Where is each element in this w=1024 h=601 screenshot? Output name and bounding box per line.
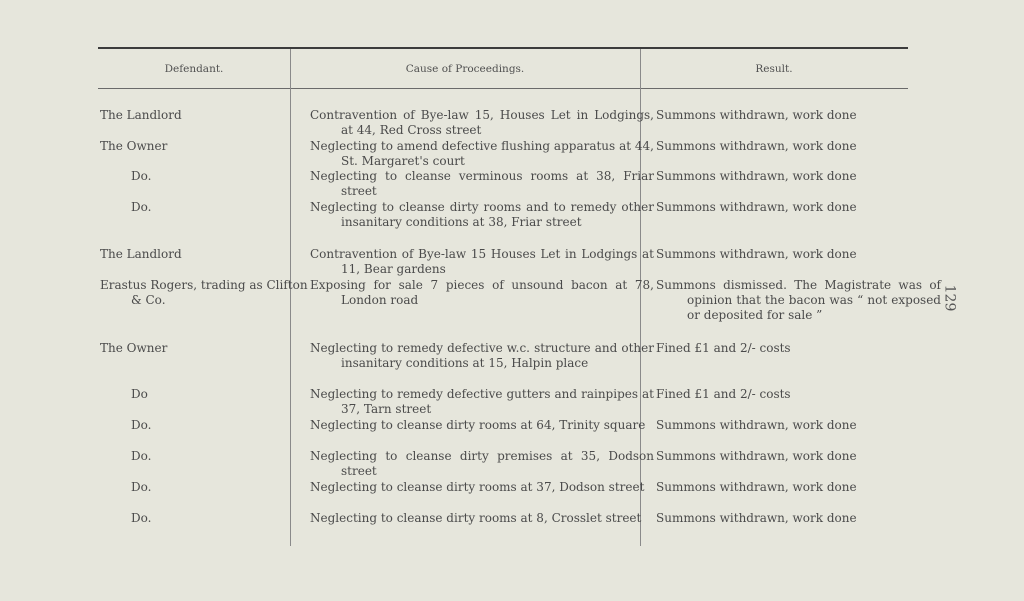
header-rule — [98, 88, 908, 89]
header-defendant: Defendant. — [164, 63, 224, 75]
page-number: 129 — [941, 284, 958, 312]
result-cell: Summons withdrawn, work done — [656, 200, 857, 214]
defendant-cell: Do. — [131, 480, 152, 494]
top-rule — [98, 47, 908, 49]
result-cell: Fined £1 and 2/- costs — [656, 387, 791, 401]
cause-cell: Contravention of Bye-law 15 Houses Let in Lodgings at 11, Bear gardens — [310, 247, 654, 276]
defendant-cell: The Owner — [100, 139, 168, 153]
header-cause: Cause of Proceedings. — [405, 63, 525, 75]
cause-cell: Neglecting to cleanse dirty premises at 35, Dodson street — [310, 449, 654, 478]
cause-cell: Neglecting to cleanse dirty rooms and to remedy other insanitary conditions at 38, Friar street — [310, 200, 654, 229]
result-cell: Summons withdrawn, work done — [656, 139, 857, 153]
defendant-cell: Do. — [131, 511, 152, 525]
defendant-cell: The Owner — [100, 341, 168, 355]
result-cell: Summons withdrawn, work done — [656, 169, 857, 183]
defendant-cell: Do — [131, 387, 148, 401]
defendant-cell: Do. — [131, 169, 152, 183]
cause-cell: Neglecting to cleanse dirty rooms at 8, Crosslet street — [310, 511, 642, 525]
result-cell: Summons withdrawn, work done — [656, 247, 857, 261]
header-result: Result. — [755, 63, 793, 75]
cause-cell: Neglecting to cleanse dirty rooms at 37, Dodson street — [310, 480, 645, 494]
cause-cell: Neglecting to cleanse dirty rooms at 64, Trinity square — [310, 418, 646, 432]
result-cell: Summons withdrawn, work done — [656, 511, 857, 525]
result-cell: Summons withdrawn, work done — [656, 418, 857, 432]
cause-cell: Neglecting to amend defective flushing apparatus at 44, St. Margaret's court — [310, 139, 654, 168]
cause-cell: Exposing for sale 7 pieces of unsound bacon at 78, London road — [310, 278, 654, 307]
cause-cell: Neglecting to remedy defective w.c. structure and other insanitary conditions at 15, Halpin place — [310, 341, 654, 370]
cause-cell: Neglecting to remedy defective gutters and rainpipes at 37, Tarn street — [310, 387, 654, 416]
defendant-cell: Do. — [131, 418, 152, 432]
defendant-cell: Do. — [131, 200, 152, 214]
defendant-cell: The Landlord — [100, 247, 182, 261]
result-cell: Fined £1 and 2/- costs — [656, 341, 791, 355]
defendant-cell: Erastus Rogers, trading as Clifton & Co. — [100, 278, 308, 307]
result-cell: Summons withdrawn, work done — [656, 449, 857, 463]
cause-cell: Contravention of Bye-law 15, Houses Let in Lodgings, at 44, Red Cross street — [310, 108, 654, 137]
result-cell: Summons dismissed. The Magistrate was of opinion that the bacon was “ not exposed or deposited for sale ” — [656, 278, 941, 322]
defendant-cell: Do. — [131, 449, 152, 463]
defendant-cell: The Landlord — [100, 108, 182, 122]
cause-cell: Neglecting to cleanse verminous rooms at 38, Friar street — [310, 169, 654, 198]
result-cell: Summons withdrawn, work done — [656, 108, 857, 122]
result-cell: Summons withdrawn, work done — [656, 480, 857, 494]
